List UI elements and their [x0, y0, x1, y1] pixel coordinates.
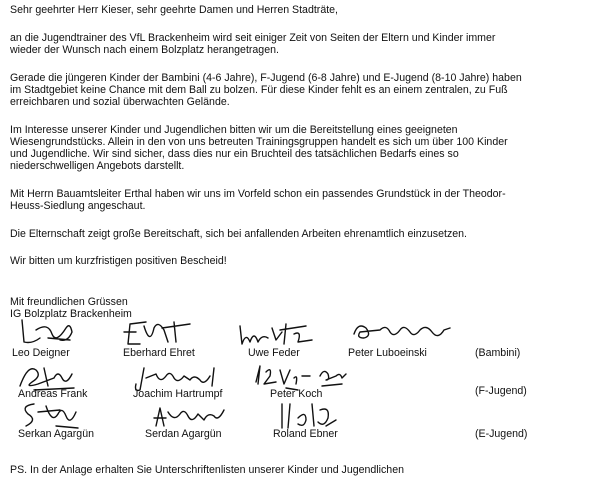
signatory-joachim-hartrumpf: Joachim Hartrumpf — [133, 388, 223, 400]
paragraph-4-line-2: Heuss-Siedlung angeschaut. — [10, 200, 146, 212]
signature-uwe-feder — [236, 320, 316, 350]
paragraph-2-line-2: im Stadtgebiet keine Chance mit dem Ball zu bolzen. Für diese Kinder fehlt es an einem zentralen, zu Fuß — [10, 84, 508, 96]
signatory-peter-koch: Peter Koch — [270, 388, 323, 400]
salutation: Sehr geehrter Herr Kieser, sehr geehrte Damen und Herren Stadträte, — [10, 4, 338, 16]
paragraph-4-line-1: Mit Herrn Bauamtsleiter Erthal haben wir uns im Vorfeld schon ein passendes Grundstück in der Theodor- — [10, 188, 506, 200]
signatory-serdan-agargun: Serdan Agargün — [145, 428, 222, 440]
group-label-f-jugend: (F-Jugend) — [475, 385, 527, 397]
paragraph-3-line-2: Wiesengrundstücks. Allein in den von uns betreuten Trainingsgruppen handelt es sich um über 100 Kinder — [10, 136, 508, 148]
group-label-e-jugend: (E-Jugend) — [475, 428, 528, 440]
postscript: PS. In der Anlage erhalten Sie Unterschriftenlisten unserer Kinder und Jugendlichen — [10, 464, 404, 476]
paragraph-1-line-2: wieder der Wunsch nach einem Bolzplatz herangetragen. — [10, 44, 279, 56]
paragraph-6: Wir bitten um kurzfristigen positiven Bescheid! — [10, 255, 227, 267]
paragraph-5: Die Elternschaft zeigt große Bereitschaft, sich bei anfallenden Arbeiten ehrenamtlich einzusetzen. — [10, 228, 467, 240]
signatory-roland-ebner: Roland Ebner — [273, 428, 338, 440]
paragraph-3-line-4: niederschwelligen Angebots darstellt. — [10, 160, 185, 172]
paragraph-2-line-3: erreichbaren und sozial überwachten Gelände. — [10, 96, 230, 108]
signature-leo-deigner — [18, 316, 78, 348]
group-label-bambini: (Bambini) — [475, 347, 521, 359]
signatory-andreas-frank: Andreas Frank — [18, 388, 88, 400]
paragraph-3-line-3: und Jugendliche. Wir sind sicher, dass dies nur ein Bruchteil des tatsächlichen Bedarfs eines so — [10, 148, 459, 160]
signatory-serkan-agargun: Serkan Agargün — [18, 428, 94, 440]
signature-eberhard-ehret — [120, 318, 195, 350]
signatory-peter-luboeinski: Peter Luboeinski — [348, 347, 427, 359]
closing-greeting: Mit freundlichen Grüssen — [10, 296, 128, 308]
paragraph-3-line-1: Im Interesse unserer Kinder und Jugendlichen bitten wir um die Bereitstellung eines geeigneten — [10, 124, 458, 136]
signature-peter-luboeinski — [350, 318, 455, 344]
signatory-uwe-feder: Uwe Feder — [248, 347, 300, 359]
closing-organization: IG Bolzplatz Brackenheim — [10, 308, 132, 320]
signatory-leo-deigner: Leo Deigner — [12, 347, 70, 359]
paragraph-2-line-1: Gerade die jüngeren Kinder der Bambini (4-6 Jahre), F-Jugend (6-8 Jahre) und E-Jugend (8-10 Jahre) haben — [10, 72, 522, 84]
paragraph-1-line-1: an die Jugendtrainer des VfL Brackenheim wird seit einiger Zeit von Seiten der Eltern und Kinder immer — [10, 32, 496, 44]
signatory-eberhard-ehret: Eberhard Ehret — [123, 347, 195, 359]
